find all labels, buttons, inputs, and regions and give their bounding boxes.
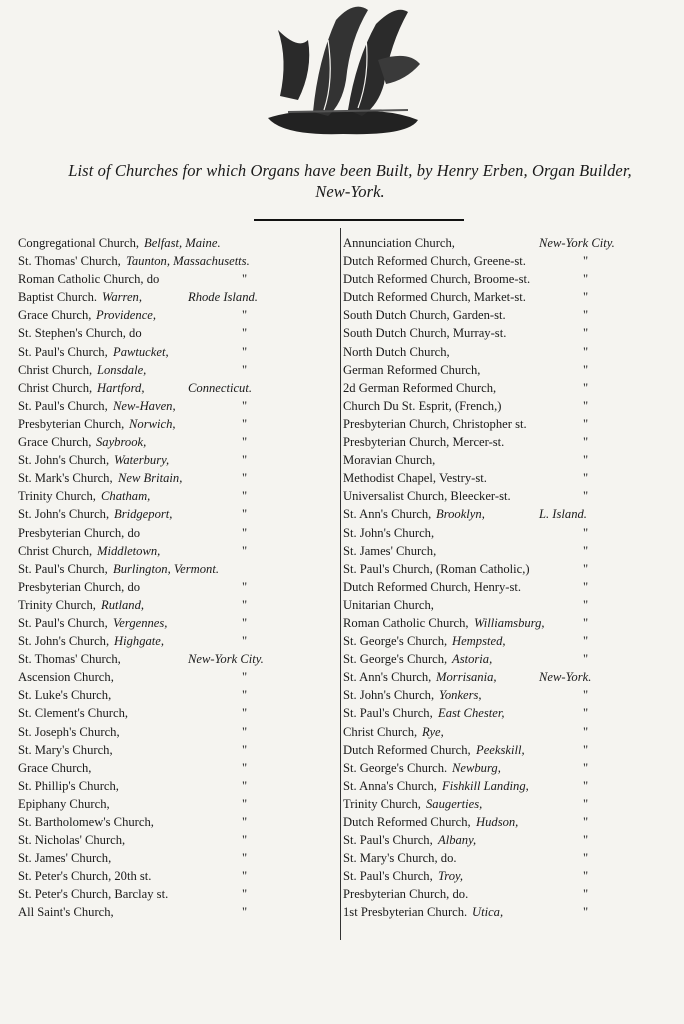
church-entry bbox=[343, 668, 678, 686]
ditto-mark: " bbox=[583, 416, 589, 431]
ditto-mark: " bbox=[242, 326, 248, 341]
church-location: Morrisania, bbox=[436, 670, 497, 685]
church-entry bbox=[343, 433, 678, 451]
church-entry bbox=[18, 650, 338, 668]
ditto-mark: " bbox=[242, 615, 248, 630]
church-location: Burlington, Vermont. bbox=[113, 561, 219, 576]
ditto-mark: " bbox=[242, 778, 248, 793]
church-name: St. Mark's Church, bbox=[18, 471, 113, 486]
ditto-mark: " bbox=[583, 579, 589, 594]
church-name: St. Paul's Church, bbox=[18, 398, 108, 413]
church-name: St. Ann's Church, bbox=[343, 507, 432, 522]
ditto-mark: " bbox=[583, 380, 589, 395]
church-name: St. Stephen's Church, do bbox=[18, 326, 142, 341]
ditto-mark: " bbox=[242, 507, 248, 522]
church-region: L. Island. bbox=[539, 507, 587, 522]
church-location: East Chester, bbox=[438, 706, 505, 721]
church-name: Church Du St. Esprit, (French,) bbox=[343, 398, 502, 413]
church-name: Presbyterian Church, bbox=[18, 416, 125, 431]
church-entry bbox=[343, 324, 678, 342]
church-name: Trinity Church, bbox=[18, 489, 96, 504]
church-location: Peekskill, bbox=[476, 742, 525, 757]
church-entry bbox=[18, 234, 338, 252]
church-entry bbox=[18, 524, 338, 542]
church-entry bbox=[18, 614, 338, 632]
title-line-2: New-York. bbox=[315, 182, 385, 201]
church-name: Roman Catholic Church, do bbox=[18, 272, 160, 287]
church-name: Presbyterian Church, Christopher st. bbox=[343, 416, 527, 431]
church-entry bbox=[343, 505, 678, 523]
church-name: St. John's Church, bbox=[18, 634, 110, 649]
church-name: St. John's Church, bbox=[18, 453, 110, 468]
ditto-mark: " bbox=[242, 416, 248, 431]
ditto-mark: " bbox=[583, 453, 589, 468]
church-entry bbox=[18, 487, 338, 505]
church-name: St. Peter's Church, Barclay st. bbox=[18, 887, 169, 902]
church-entry bbox=[18, 343, 338, 361]
left-column-list bbox=[18, 234, 338, 922]
church-name: St. John's Church, bbox=[343, 525, 435, 540]
ditto-mark: " bbox=[242, 760, 248, 775]
church-location: Hartford, bbox=[97, 380, 145, 395]
ditto-mark: " bbox=[583, 489, 589, 504]
church-entry bbox=[18, 433, 338, 451]
church-name: St. George's Church. bbox=[343, 760, 448, 775]
church-entry bbox=[343, 397, 678, 415]
church-location: Williamsburg, bbox=[474, 615, 545, 630]
ditto-mark: " bbox=[583, 543, 589, 558]
church-name: St. Joseph's Church, bbox=[18, 724, 120, 739]
ditto-mark: " bbox=[242, 543, 248, 558]
church-entry bbox=[343, 234, 678, 252]
church-name: Baptist Church. bbox=[18, 290, 98, 305]
title-rule bbox=[254, 219, 464, 221]
ditto-mark: " bbox=[242, 851, 248, 866]
church-name: Grace Church, bbox=[18, 760, 92, 775]
church-entry bbox=[18, 578, 338, 596]
church-entry bbox=[343, 270, 678, 288]
church-entry bbox=[18, 324, 338, 342]
church-name: Christ Church, bbox=[343, 724, 418, 739]
ditto-mark: " bbox=[583, 652, 589, 667]
church-name: Presbyterian Church, do bbox=[18, 579, 141, 594]
church-name: St. John's Church, bbox=[343, 688, 435, 703]
church-entry bbox=[343, 361, 678, 379]
church-entry bbox=[18, 306, 338, 324]
church-entry bbox=[343, 469, 678, 487]
ditto-mark: " bbox=[583, 796, 589, 811]
church-name: All Saint's Church, bbox=[18, 905, 114, 920]
church-entry bbox=[18, 632, 338, 650]
church-name: Methodist Chapel, Vestry-st. bbox=[343, 471, 487, 486]
church-entry bbox=[343, 451, 678, 469]
church-entry bbox=[18, 723, 338, 741]
ditto-mark: " bbox=[583, 851, 589, 866]
church-entry bbox=[18, 542, 338, 560]
church-entry bbox=[18, 831, 338, 849]
ditto-mark: " bbox=[583, 815, 589, 829]
church-entry bbox=[343, 885, 678, 903]
church-entry bbox=[18, 759, 338, 777]
church-entry bbox=[343, 795, 678, 813]
church-entry bbox=[343, 288, 678, 306]
church-location: Lonsdale, bbox=[97, 362, 147, 377]
church-name: St. Luke's Church, bbox=[18, 688, 112, 703]
ditto-mark: " bbox=[242, 905, 248, 920]
church-name: St. Ann's Church, bbox=[343, 670, 432, 685]
church-entry bbox=[343, 379, 678, 397]
ditto-mark: " bbox=[242, 706, 248, 721]
church-name: St. Phillip's Church, bbox=[18, 778, 119, 793]
church-location: Warren, bbox=[102, 290, 143, 305]
church-location: Newburg, bbox=[452, 760, 501, 775]
ditto-mark: " bbox=[583, 833, 589, 848]
church-name: St. Mary's Church, bbox=[18, 742, 113, 757]
ditto-mark: " bbox=[242, 308, 248, 323]
church-entry bbox=[18, 777, 338, 795]
church-entry bbox=[18, 686, 338, 704]
church-name: North Dutch Church, bbox=[343, 344, 450, 359]
ditto-mark: " bbox=[583, 778, 589, 793]
church-name: St. George's Church, bbox=[343, 634, 448, 649]
ditto-mark: " bbox=[242, 579, 248, 594]
document-title bbox=[30, 160, 670, 202]
church-entry bbox=[343, 632, 678, 650]
church-location: Albany, bbox=[438, 833, 477, 848]
church-location: Chatham, bbox=[101, 489, 151, 504]
church-entry bbox=[343, 415, 678, 433]
church-entry bbox=[18, 903, 338, 921]
church-entry bbox=[18, 379, 338, 397]
church-location: Saugerties, bbox=[426, 796, 483, 811]
church-entry bbox=[343, 903, 678, 921]
church-location: Waterbury, bbox=[114, 453, 170, 468]
church-location: Troy, bbox=[438, 869, 464, 884]
church-entry bbox=[18, 795, 338, 813]
church-entry bbox=[18, 451, 338, 469]
church-name: Congregational Church, bbox=[18, 236, 140, 250]
church-name: Christ Church, bbox=[18, 543, 93, 558]
ditto-mark: " bbox=[242, 742, 248, 757]
ditto-mark: " bbox=[242, 724, 248, 739]
church-entry bbox=[343, 578, 678, 596]
church-entry bbox=[18, 813, 338, 831]
church-entry bbox=[18, 741, 338, 759]
church-region: Connecticut. bbox=[188, 380, 253, 395]
church-region: New-York. bbox=[539, 670, 592, 685]
church-entry bbox=[18, 867, 338, 885]
church-name: Unitarian Church, bbox=[343, 597, 434, 612]
church-name: Roman Catholic Church, bbox=[343, 615, 469, 630]
right-column-list bbox=[343, 234, 678, 922]
church-location: Taunton, Massachusetts. bbox=[126, 254, 250, 269]
church-entry bbox=[343, 867, 678, 885]
ditto-mark: " bbox=[583, 887, 589, 902]
church-location: Saybrook, bbox=[96, 435, 147, 450]
church-name: Dutch Reformed Church, Broome-st. bbox=[343, 272, 531, 287]
ditto-mark: " bbox=[242, 688, 248, 703]
church-name: St. Paul's Church, bbox=[18, 615, 108, 630]
ditto-mark: " bbox=[583, 597, 589, 612]
ditto-mark: " bbox=[583, 634, 589, 649]
church-location: Highgate, bbox=[114, 634, 165, 649]
church-entry bbox=[343, 614, 678, 632]
church-entry bbox=[18, 415, 338, 433]
church-name: St. Paul's Church, bbox=[343, 833, 433, 848]
church-entry bbox=[343, 596, 678, 614]
church-entry bbox=[18, 560, 338, 578]
church-name: Annunciation Church, bbox=[343, 236, 455, 250]
church-location: Astoria, bbox=[452, 652, 493, 667]
church-name: St. John's Church, bbox=[18, 507, 110, 522]
church-entry bbox=[343, 542, 678, 560]
church-entry bbox=[343, 759, 678, 777]
church-entry bbox=[18, 252, 338, 270]
eagle-vignette-image bbox=[258, 0, 428, 142]
church-name: Grace Church, bbox=[18, 435, 92, 450]
ditto-mark: " bbox=[583, 308, 589, 323]
ditto-mark: " bbox=[583, 688, 589, 703]
ditto-mark: " bbox=[242, 833, 248, 848]
church-entry bbox=[18, 270, 338, 288]
church-name: St. Thomas' Church, bbox=[18, 652, 121, 667]
ditto-mark: " bbox=[583, 435, 589, 450]
church-entry bbox=[18, 361, 338, 379]
church-name: German Reformed Church, bbox=[343, 362, 481, 377]
ditto-mark: " bbox=[242, 272, 248, 287]
church-region: Rhode Island. bbox=[188, 290, 258, 305]
church-name: Dutch Reformed Church, bbox=[343, 815, 471, 829]
church-name: Grace Church, bbox=[18, 308, 92, 323]
church-location: Norwich, bbox=[129, 416, 176, 431]
church-entry bbox=[343, 741, 678, 759]
church-name: St. Paul's Church, bbox=[343, 706, 433, 721]
church-name: Epiphany Church, bbox=[18, 796, 110, 811]
ditto-mark: " bbox=[242, 670, 248, 685]
church-name: St. Paul's Church, bbox=[343, 869, 433, 884]
church-entry bbox=[18, 885, 338, 903]
church-entry bbox=[18, 469, 338, 487]
church-location: Providence, bbox=[96, 308, 157, 323]
church-entry bbox=[343, 813, 678, 831]
church-entry bbox=[18, 596, 338, 614]
church-name: St. George's Church, bbox=[343, 652, 448, 667]
church-region: New-York City. bbox=[188, 652, 264, 667]
church-name: South Dutch Church, Garden-st. bbox=[343, 308, 506, 323]
church-location: Middletown, bbox=[97, 543, 161, 558]
church-name: 1st Presbyterian Church. bbox=[343, 905, 468, 920]
ditto-mark: " bbox=[583, 326, 589, 341]
church-name: Dutch Reformed Church, Greene-st. bbox=[343, 254, 526, 269]
church-name: Christ Church, bbox=[18, 362, 93, 377]
church-name: Universalist Church, Bleecker-st. bbox=[343, 489, 511, 504]
church-name: St. Mary's Church, do. bbox=[343, 851, 457, 866]
church-name: Presbyterian Church, Mercer-st. bbox=[343, 435, 505, 450]
ditto-mark: " bbox=[583, 760, 589, 775]
church-entry bbox=[343, 560, 678, 578]
church-name: Dutch Reformed Church, bbox=[343, 742, 471, 757]
ditto-mark: " bbox=[242, 471, 248, 486]
church-name: St. Bartholomew's Church, bbox=[18, 815, 154, 829]
church-location: Vergennes, bbox=[113, 615, 168, 630]
church-location: Yonkers, bbox=[439, 688, 482, 703]
church-entry bbox=[343, 849, 678, 867]
church-name: Ascension Church, bbox=[18, 670, 114, 685]
ditto-mark: " bbox=[583, 742, 589, 757]
church-entry bbox=[343, 831, 678, 849]
ditto-mark: " bbox=[242, 796, 248, 811]
ditto-mark: " bbox=[242, 344, 248, 359]
ditto-mark: " bbox=[242, 869, 248, 884]
church-location: Rutland, bbox=[101, 597, 145, 612]
ditto-mark: " bbox=[583, 290, 589, 305]
church-entry bbox=[18, 505, 338, 523]
column-divider bbox=[340, 228, 341, 940]
church-entry bbox=[18, 288, 338, 306]
ditto-mark: " bbox=[583, 362, 589, 377]
church-name: Presbyterian Church, do. bbox=[343, 887, 469, 902]
ditto-mark: " bbox=[242, 453, 248, 468]
ditto-mark: " bbox=[583, 525, 589, 540]
church-entry bbox=[18, 849, 338, 867]
ditto-mark: " bbox=[242, 597, 248, 612]
ditto-mark: " bbox=[242, 815, 248, 829]
church-entry bbox=[343, 306, 678, 324]
ditto-mark: " bbox=[242, 887, 248, 902]
ditto-mark: " bbox=[242, 634, 248, 649]
church-name: St. Paul's Church, bbox=[18, 561, 108, 576]
church-location: Hudson, bbox=[476, 815, 519, 829]
church-location: Belfast, Maine. bbox=[144, 236, 221, 250]
ditto-mark: " bbox=[583, 398, 589, 413]
church-name: St. James' Church, bbox=[18, 851, 112, 866]
ditto-mark: " bbox=[583, 869, 589, 884]
church-entry bbox=[343, 524, 678, 542]
church-name: St. Clement's Church, bbox=[18, 706, 129, 721]
ditto-mark: " bbox=[242, 362, 248, 377]
church-entry bbox=[18, 668, 338, 686]
ditto-mark: " bbox=[583, 254, 589, 269]
church-name: 2d German Reformed Church, bbox=[343, 380, 497, 395]
church-region: New-York City. bbox=[539, 236, 615, 250]
ditto-mark: " bbox=[583, 615, 589, 630]
church-entry bbox=[343, 252, 678, 270]
church-entry bbox=[18, 397, 338, 415]
church-name: St. Paul's Church, bbox=[18, 344, 108, 359]
ditto-mark: " bbox=[242, 489, 248, 504]
church-entry bbox=[343, 343, 678, 361]
church-location: Fishkill Landing, bbox=[442, 778, 529, 793]
ditto-mark: " bbox=[583, 724, 589, 739]
church-entry bbox=[343, 723, 678, 741]
church-entry bbox=[18, 704, 338, 722]
church-name: Moravian Church, bbox=[343, 453, 436, 468]
church-name: Trinity Church, bbox=[18, 597, 96, 612]
church-entry bbox=[343, 650, 678, 668]
church-entry bbox=[343, 704, 678, 722]
church-name: St. Anna's Church, bbox=[343, 778, 437, 793]
church-location: Bridgeport, bbox=[114, 507, 173, 522]
ditto-mark: " bbox=[242, 435, 248, 450]
ditto-mark: " bbox=[583, 344, 589, 359]
church-name: Presbyterian Church, do bbox=[18, 525, 141, 540]
church-name: St. Paul's Church, (Roman Catholic,) bbox=[343, 561, 530, 576]
ditto-mark: " bbox=[242, 398, 248, 413]
church-name: Trinity Church, bbox=[343, 796, 421, 811]
church-name: St. James' Church, bbox=[343, 543, 437, 558]
church-entry bbox=[343, 487, 678, 505]
church-entry bbox=[343, 777, 678, 795]
ditto-mark: " bbox=[583, 272, 589, 287]
church-location: Rye, bbox=[422, 724, 444, 739]
church-name: St. Thomas' Church, bbox=[18, 254, 121, 269]
church-name: Dutch Reformed Church, Market-st. bbox=[343, 290, 526, 305]
church-name: St. Nicholas' Church, bbox=[18, 833, 126, 848]
church-location: Hempsted, bbox=[452, 634, 506, 649]
ditto-mark: " bbox=[583, 561, 589, 576]
ditto-mark: " bbox=[583, 706, 589, 721]
church-name: South Dutch Church, Murray-st. bbox=[343, 326, 507, 341]
ditto-mark: " bbox=[242, 525, 248, 540]
church-name: Christ Church, bbox=[18, 380, 93, 395]
church-location: Pawtucket, bbox=[113, 344, 169, 359]
church-location: Brooklyn, bbox=[436, 507, 485, 522]
church-location: New Britain, bbox=[118, 471, 183, 486]
church-location: Utica, bbox=[472, 905, 504, 920]
title-line-1: List of Churches for which Organs have been Built, by Henry Erben, Organ Builder, bbox=[68, 161, 632, 180]
ditto-mark: " bbox=[583, 471, 589, 486]
church-name: St. Peter's Church, 20th st. bbox=[18, 869, 152, 884]
church-entry bbox=[343, 686, 678, 704]
church-location: New-Haven, bbox=[113, 398, 176, 413]
ditto-mark: " bbox=[583, 905, 589, 920]
church-name: Dutch Reformed Church, Henry-st. bbox=[343, 579, 522, 594]
